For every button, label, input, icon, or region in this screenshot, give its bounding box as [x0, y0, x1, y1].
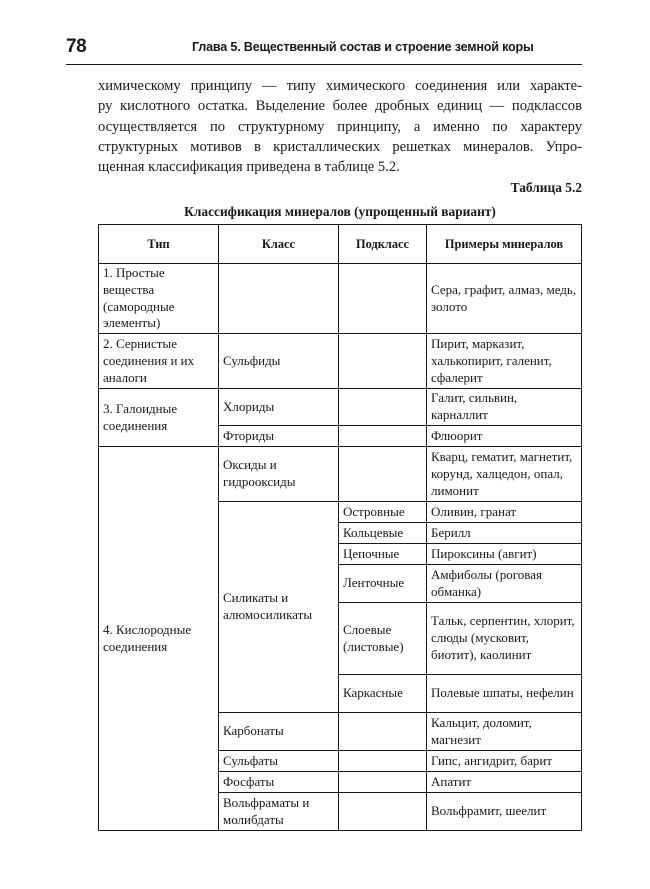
table-number: Таблица 5.2	[510, 180, 582, 195]
table-row	[99, 389, 582, 426]
class-cell: Сульфиды	[219, 334, 339, 389]
type-cell: 2. Сернистые соединения и их аналоги	[99, 334, 219, 389]
subclass-cell: Ленточные	[339, 565, 427, 603]
body-line: химическому принципу — типу химического соединения или характе-	[98, 78, 582, 94]
subclass-cell-empty	[339, 334, 427, 389]
subclass-cell: Слоевые (листовые)	[339, 603, 427, 675]
class-cell: Оксиды и гидрооксиды	[219, 447, 339, 502]
subclass-cell-empty	[339, 772, 427, 793]
subclass-cell-empty	[339, 793, 427, 831]
class-cell: Сульфаты	[219, 751, 339, 772]
running-head: Глава 5. Вещественный состав и строение земной коры	[192, 40, 534, 54]
examples-cell: Кальцит, доломит, магнезит	[427, 713, 582, 751]
class-cell: Хлориды	[219, 389, 339, 426]
examples-cell: Вольфрамит, шеелит	[427, 793, 582, 831]
header-type: Тип	[99, 225, 219, 264]
body-line: щенная классификация приведена в таблице 5.2.	[98, 159, 400, 176]
header-examples: Примеры минералов	[427, 225, 582, 264]
type-cell: 4. Кислородные соединения	[99, 447, 219, 831]
header-subclass: Подкласс	[339, 225, 427, 264]
examples-cell: Галит, сильвин, карналлит	[427, 389, 582, 426]
subclass-cell-empty	[339, 447, 427, 502]
header-rule	[66, 64, 582, 65]
examples-cell: Полевые шпаты, нефелин	[427, 675, 582, 713]
subclass-cell-empty	[339, 751, 427, 772]
table-row	[99, 334, 582, 389]
table-title: Классификация минералов (упрощенный вариант)	[184, 204, 496, 219]
examples-cell: Сера, графит, алмаз, медь, золото	[427, 264, 582, 334]
table-header-row	[99, 225, 582, 264]
class-cell-empty	[219, 264, 339, 334]
subclass-cell: Каркасные	[339, 675, 427, 713]
class-cell: Вольфраматы и молибдаты	[219, 793, 339, 831]
examples-cell: Апатит	[427, 772, 582, 793]
examples-cell: Берилл	[427, 523, 582, 544]
examples-cell: Кварц, гематит, магнетит, корунд, халцедон, опал, лимонит	[427, 447, 582, 502]
subclass-cell: Кольцевые	[339, 523, 427, 544]
examples-cell: Флюорит	[427, 426, 582, 447]
minerals-classification-table	[98, 224, 582, 831]
body-line: структурных мотивов в кристаллических решетках минералов. Упро-	[98, 138, 582, 155]
class-cell: Карбонаты	[219, 713, 339, 751]
body-line: ру кислотного остатка. Выделение более дробных единиц — подклассов	[98, 98, 582, 115]
subclass-cell-empty	[339, 713, 427, 751]
table-row	[99, 447, 582, 502]
examples-cell: Пироксины (авгит)	[427, 544, 582, 565]
class-cell: Фосфаты	[219, 772, 339, 793]
examples-cell: Амфиболы (роговая обманка)	[427, 565, 582, 603]
body-line: осуществляется по структурному принципу, а именно по характеру	[98, 118, 582, 135]
class-cell: Фториды	[219, 426, 339, 447]
subclass-cell-empty	[339, 264, 427, 334]
type-cell: 3. Галоидные соединения	[99, 389, 219, 447]
header-class: Класс	[219, 225, 339, 264]
examples-cell: Пирит, марказит, халькопирит, галенит, сфалерит	[427, 334, 582, 389]
examples-cell: Гипс, ангидрит, барит	[427, 751, 582, 772]
examples-cell: Тальк, серпентин, хлорит, слюды (мусковит, биотит), каолинит	[427, 603, 582, 675]
class-cell: Силикаты и алюмосиликаты	[219, 502, 339, 713]
subclass-cell: Островные	[339, 502, 427, 523]
subclass-cell: Цепочные	[339, 544, 427, 565]
subclass-cell-empty	[339, 426, 427, 447]
subclass-cell-empty	[339, 389, 427, 426]
examples-cell: Оливин, гранат	[427, 502, 582, 523]
type-cell: 1. Простые вещества (самородные элементы)	[99, 264, 219, 334]
body-paragraph	[98, 76, 582, 177]
table-row	[99, 264, 582, 334]
page-number: 78	[66, 36, 87, 57]
